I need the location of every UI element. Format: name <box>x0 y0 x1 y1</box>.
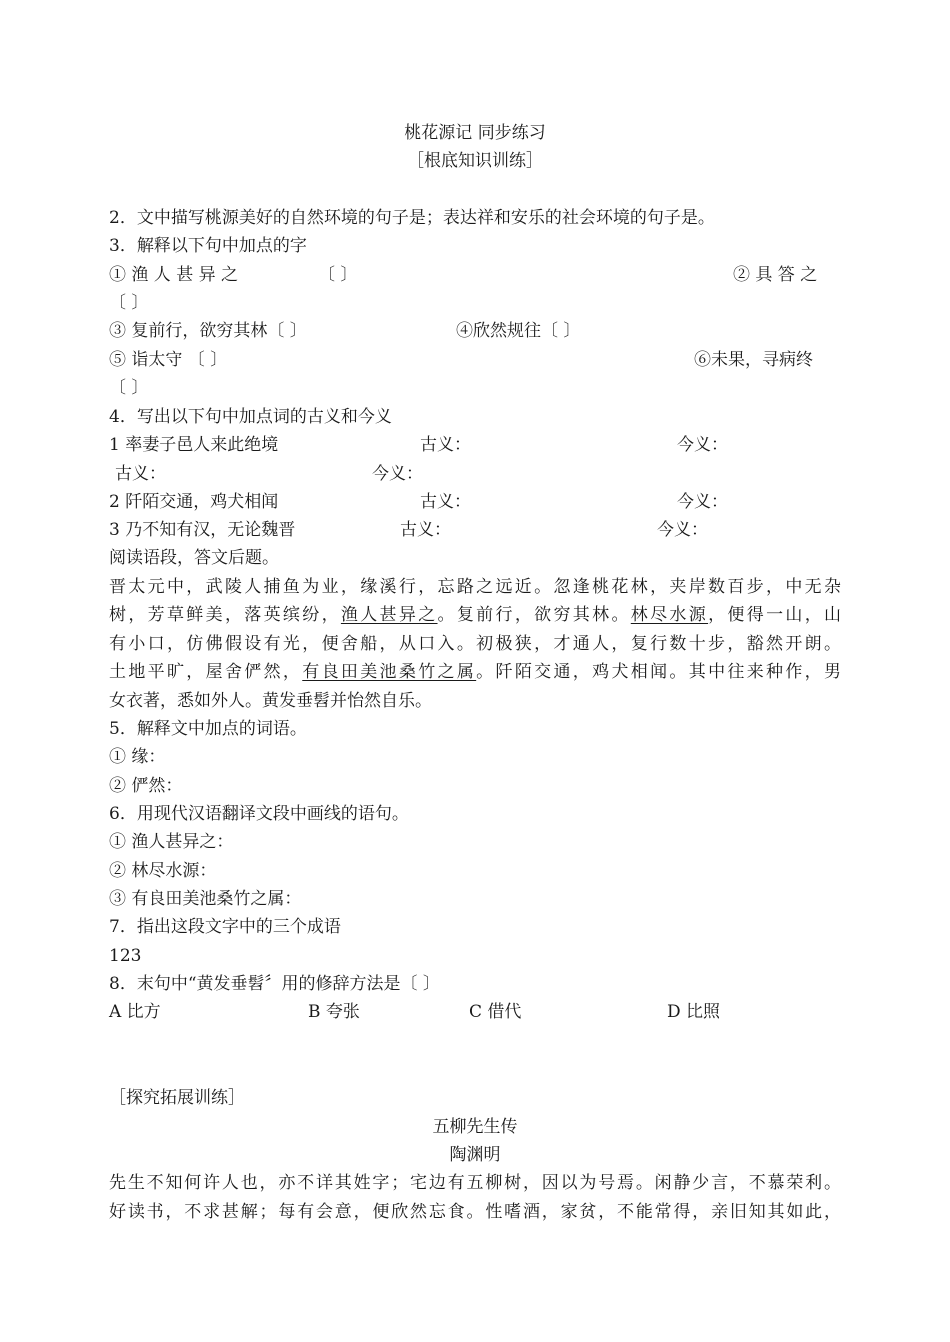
q4-extra-old: 古义： <box>115 464 166 484</box>
essay-line-1: 先生不知何许人也，亦不详其姓字；宅边有五柳树，因以为号焉。闲静少言，不慕荣利。 <box>109 1173 841 1193</box>
q3-item-2: ② 具 答 之 <box>733 265 818 285</box>
question-3-heading: 3．解释以下句中加点的字 <box>109 236 307 256</box>
question-4-heading: 4．写出以下句中加点词的古义和今义 <box>109 407 392 427</box>
underlined-sentence-3: 有良田美池桑竹之属 <box>302 662 477 682</box>
question-8-heading: 8．末句中“黄发垂髫〞用的修辞方法是〔 〕 <box>109 974 440 994</box>
q4-row-3: 3 乃不知有汉，无论魏晋 <box>109 520 296 540</box>
q6-item-1: ① 渔人甚异之： <box>109 832 234 852</box>
passage-text: 土地平旷，屋舍俨然， <box>109 662 303 682</box>
q8-option-a: A 比方 <box>109 1002 161 1022</box>
question-2: 2．文中描写桃源美好的自然环境的句子是；表达祥和安乐的社会环境的句子是。 <box>109 208 715 228</box>
essay-author: 陶渊明 <box>449 1145 501 1165</box>
q8-option-c: C 借代 <box>469 1002 522 1022</box>
q3-item-6-blank: 〔 〕 <box>109 378 149 398</box>
essay-title: 五柳先生传 <box>432 1117 518 1137</box>
q4-row-3-old: 古义： <box>400 520 451 540</box>
q8-option-d: D 比照 <box>667 1002 721 1022</box>
passage-text: 树，芳草鲜美，落英缤纷， <box>109 605 341 625</box>
passage-line-4 <box>109 660 841 684</box>
q5-item-1: ① 缘： <box>109 747 166 767</box>
q3-item-5: ⑤ 诣太守 〔 〕 <box>109 350 228 370</box>
q3-item-3: ③ 复前行，欲穷其林〔 〕 <box>109 321 307 341</box>
passage-text: ，便得一山，山 <box>708 605 842 625</box>
underlined-sentence-1: 渔人甚异之 <box>340 605 438 625</box>
q5-item-2: ② 俨然： <box>109 776 183 796</box>
q4-row-1: 1 率妻子邑人来此绝境 <box>109 435 279 455</box>
q4-extra-new: 今义： <box>372 464 423 484</box>
underlined-sentence-2: 林尽水源 <box>630 605 709 625</box>
q6-item-3: ③ 有良田美池桑竹之属： <box>109 889 302 909</box>
reading-intro: 阅读语段，答文后题。 <box>109 548 279 568</box>
passage-line-3: 有小口，仿佛假设有光，便舍船，从口入。初极狭，才通人，复行数十步，豁然开朗。 <box>109 634 841 654</box>
passage-line-5: 女衣著，悉如外人。黄发垂髫并怡然自乐。 <box>109 691 432 711</box>
passage-text: 。复前行，欲穷其林。 <box>437 605 631 625</box>
q4-row-2-new: 今义： <box>677 492 728 512</box>
passage-line-1: 晋太元中，武陵人捕鱼为业，缘溪行，忘路之远近。忽逢桃花林，夹岸数百步，中无杂 <box>109 577 841 597</box>
q4-row-2: 2 阡陌交通，鸡犬相闻 <box>109 492 279 512</box>
section-heading-basic: ［根底知识训练］ <box>407 151 543 171</box>
q4-row-3-new: 今义： <box>657 520 708 540</box>
passage-text: 。阡陌交通，鸡犬相闻。其中往来种作，男 <box>476 662 842 682</box>
question-6-heading: 6．用现代汉语翻译文段中画线的语句。 <box>109 804 409 824</box>
section-heading-extension: ［探究拓展训练］ <box>109 1088 245 1108</box>
q6-item-2: ② 林尽水源： <box>109 861 217 881</box>
q3-item-1: ① 渔 人 甚 异 之 <box>109 265 239 285</box>
q3-item-2-blank: 〔 〕 <box>109 293 149 313</box>
question-5-heading: 5．解释文中加点的词语。 <box>109 719 307 739</box>
essay-line-2: 好读书，不求甚解；每有会意，便欣然忘食。性嗜酒，家贫，不能常得，亲旧知其如此， <box>109 1202 841 1222</box>
page-title: 桃花源记 同步练习 <box>404 123 546 143</box>
q4-row-1-new: 今义： <box>677 435 728 455</box>
q3-item-1-blank: 〔 〕 <box>318 265 358 285</box>
q4-row-2-old: 古义： <box>420 492 471 512</box>
q3-item-6: ⑥未果，寻病终 <box>694 350 813 370</box>
q3-item-4: ④欣然规往〔 〕 <box>456 321 581 341</box>
question-7-heading: 7．指出这段文字中的三个成语 <box>109 917 341 937</box>
q8-option-b: B 夸张 <box>308 1002 360 1022</box>
passage-line-2 <box>109 603 841 627</box>
q4-row-1-old: 古义： <box>420 435 471 455</box>
q7-answer: 123 <box>109 946 142 966</box>
